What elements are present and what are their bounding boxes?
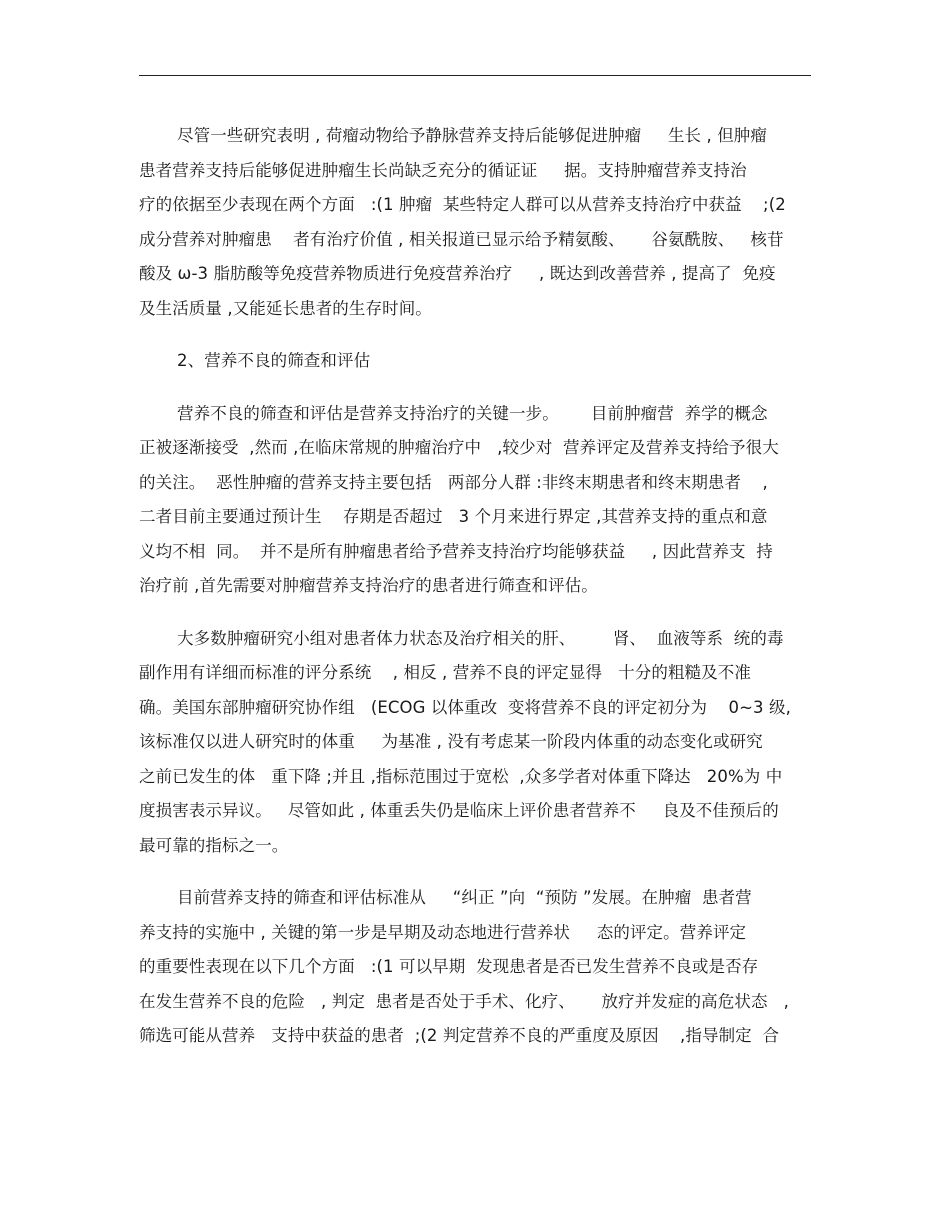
- text-line: 度损害表示异议。 尽管如此 , 体重丢失仍是临床上评价患者营养不 良及不佳预后的: [139, 801, 779, 820]
- text-line: 副作用有详细而标准的评分系统 , 相反 , 营养不良的评定显得 十分的粗糙及不准: [139, 663, 751, 682]
- text-line: 筛选可能从营养 支持中获益的患者 ;(2 判定营养不良的严重度及原因 ,指导制定 合: [139, 1026, 780, 1045]
- section-heading-text: 2、营养不良的筛查和评估: [177, 351, 371, 370]
- text-line: 的关注。 恶性肿瘤的营养支持主要包括 两部分人群 :非终末期患者和终末期患者 ,: [139, 472, 768, 492]
- text-line: 疗的依据至少表现在两个方面 :(1 肿瘤 某些特定人群可以从营养支持治疗中获益 ;(2: [139, 195, 786, 214]
- header-rule: [139, 75, 811, 76]
- text-line: 成分营养对肿瘤患 者有治疗价值 , 相关报道已显示给予精氨酸、 谷氨酰胺、 核苷: [139, 229, 784, 249]
- paragraph: [139, 881, 811, 1054]
- text-line: 最可靠的指标之一。: [139, 835, 289, 855]
- text-line: 尽管一些研究表明 , 荷瘤动物给予静脉营养支持后能够促进肿瘤 生长 , 但肿瘤: [177, 126, 767, 145]
- text-line: 该标准仅以进人研究时的体重 为基准 , 没有考虑某一阶段内体重的动态变化或研究: [139, 732, 763, 751]
- text-line: 治疗前 ,首先需要对肿瘤营养支持治疗的患者进行筛查和评估。: [139, 576, 598, 595]
- text-line: 酸及 ω-3 脂肪酸等免疫营养物质进行免疫营养治疗 , 既达到改善营养 , 提高了 免疫: [139, 264, 776, 283]
- paragraph: [139, 119, 811, 326]
- section-heading: [139, 344, 811, 379]
- text-line: 确。美国东部肿瘤研究协作组 (ECOG 以体重改 变将营养不良的评定初分为 0~3 级,: [139, 697, 791, 717]
- text-line: 目前营养支持的筛查和评估标准从 “纠正 ”向 “预防 ”发展。在肿瘤 患者营: [177, 888, 752, 907]
- text-line: 二者目前主要通过预计生 存期是否超过 3 个月来进行界定 ,其营养支持的重点和意: [139, 507, 768, 526]
- paragraph: [139, 622, 811, 864]
- text-line: 养支持的实施中 , 关键的第一步是早期及动态地进行营养状 态的评定。营养评定: [139, 922, 747, 942]
- text-line: 之前已发生的体 重下降 ;并且 ,指标范围过于宽松 ,众多学者对体重下降达 20%为 中: [139, 766, 783, 786]
- text-line: 正被逐渐接受 ,然而 ,在临床常规的肿瘤治疗中 ,较少对 营养评定及营养支持给予很大: [139, 438, 779, 457]
- text-line: 及生活质量 ,又能延长患者的生存时间。: [139, 298, 432, 318]
- text-line: 在发生营养不良的危险 , 判定 患者是否处于手术、化疗、 放疗并发症的高危状态 ,: [139, 991, 789, 1011]
- text-line: 义均不相 同。 并不是所有肿瘤患者给予营养支持治疗均能够获益 , 因此营养支 持: [139, 541, 773, 561]
- text-line: 的重要性表现在以下几个方面 :(1 可以早期 发现患者是否已发生营养不良或是否存: [139, 957, 759, 976]
- text-line: 营养不良的筛查和评估是营养支持治疗的关键一步。 目前肿瘤营 养学的概念: [177, 403, 768, 423]
- document-body: [139, 119, 811, 1072]
- text-line: 大多数肿瘤研究小组对患者体力状态及治疗相关的肝、 肾、 血液等系 统的毒: [177, 628, 784, 648]
- text-line: 患者营养支持后能够促进肿瘤生长尚缺乏充分的循证证 据。支持肿瘤营养支持治: [139, 160, 747, 180]
- paragraph: [139, 397, 811, 604]
